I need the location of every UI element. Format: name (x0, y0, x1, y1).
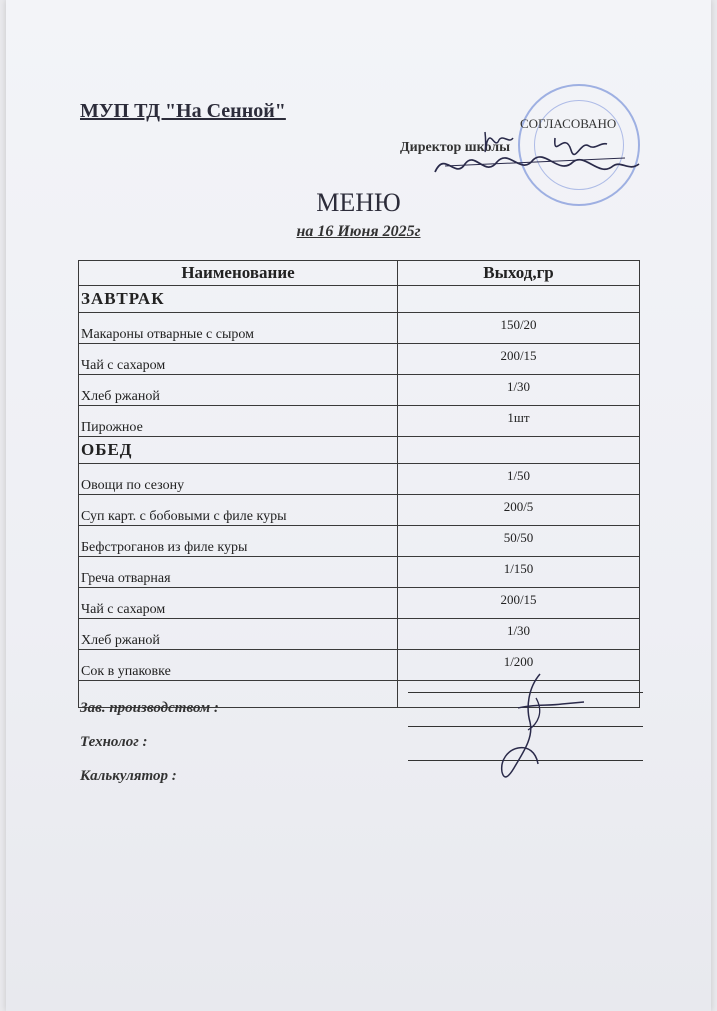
empty-cell (398, 437, 640, 464)
dish-yield: 200/15 (398, 588, 640, 619)
dish-name: Сок в упаковке (79, 650, 398, 681)
dish-name: Хлеб ржаной (79, 375, 398, 406)
table-row (79, 464, 640, 495)
dish-name: Бефстроганов из филе куры (79, 526, 398, 557)
table-row (79, 406, 640, 437)
dish-yield: 1/30 (398, 375, 640, 406)
dish-yield: 1шт (398, 406, 640, 437)
dish-name: Чай с сахаром (79, 344, 398, 375)
production-signature (478, 668, 588, 788)
header-yield: Выход,гр (398, 261, 640, 286)
dish-name: Хлеб ржаной (79, 619, 398, 650)
director-label: Директор школы (400, 140, 511, 155)
table-row (79, 375, 640, 406)
technologist-label: Технолог : (80, 734, 148, 750)
page-title: МЕНЮ (316, 188, 401, 217)
dish-name: Макароны отварные с сыром (79, 313, 398, 344)
dish-name: Чай с сахаром (79, 588, 398, 619)
table-row (79, 557, 640, 588)
dish-name: Овощи по сезону (79, 464, 398, 495)
organization-name: МУП ТД "На Сенной" (80, 100, 286, 122)
empty-cell (398, 286, 640, 313)
table-row (79, 588, 640, 619)
dish-yield: 200/5 (398, 495, 640, 526)
dish-yield: 50/50 (398, 526, 640, 557)
table-row (79, 344, 640, 375)
dish-name: Пирожное (79, 406, 398, 437)
calculator-label: Калькулятор : (80, 768, 177, 784)
director-signature (425, 120, 655, 190)
dish-yield: 1/200 (398, 650, 640, 681)
menu-table (78, 260, 640, 708)
table-row (79, 495, 640, 526)
section-breakfast: ЗАВТРАК (79, 286, 398, 313)
approval-label: СОГЛАСОВАНО (520, 116, 617, 131)
dish-name: Греча отварная (79, 557, 398, 588)
dish-yield: 200/15 (398, 344, 640, 375)
production-manager-label: Зав. производством : (80, 700, 219, 716)
dish-yield: 150/20 (398, 313, 640, 344)
dish-yield: 1/150 (398, 557, 640, 588)
dish-yield: 1/30 (398, 619, 640, 650)
menu-date: на 16 Июня 2025г (296, 223, 421, 240)
section-row-breakfast (79, 286, 640, 313)
header-name: Наименование (79, 261, 398, 286)
dish-name: Суп карт. с бобовыми с филе куры (79, 495, 398, 526)
section-lunch: ОБЕД (79, 437, 398, 464)
table-row (79, 619, 640, 650)
section-row-lunch (79, 437, 640, 464)
table-row (79, 313, 640, 344)
dish-yield: 1/50 (398, 464, 640, 495)
table-header-row (79, 261, 640, 286)
table-row (79, 526, 640, 557)
